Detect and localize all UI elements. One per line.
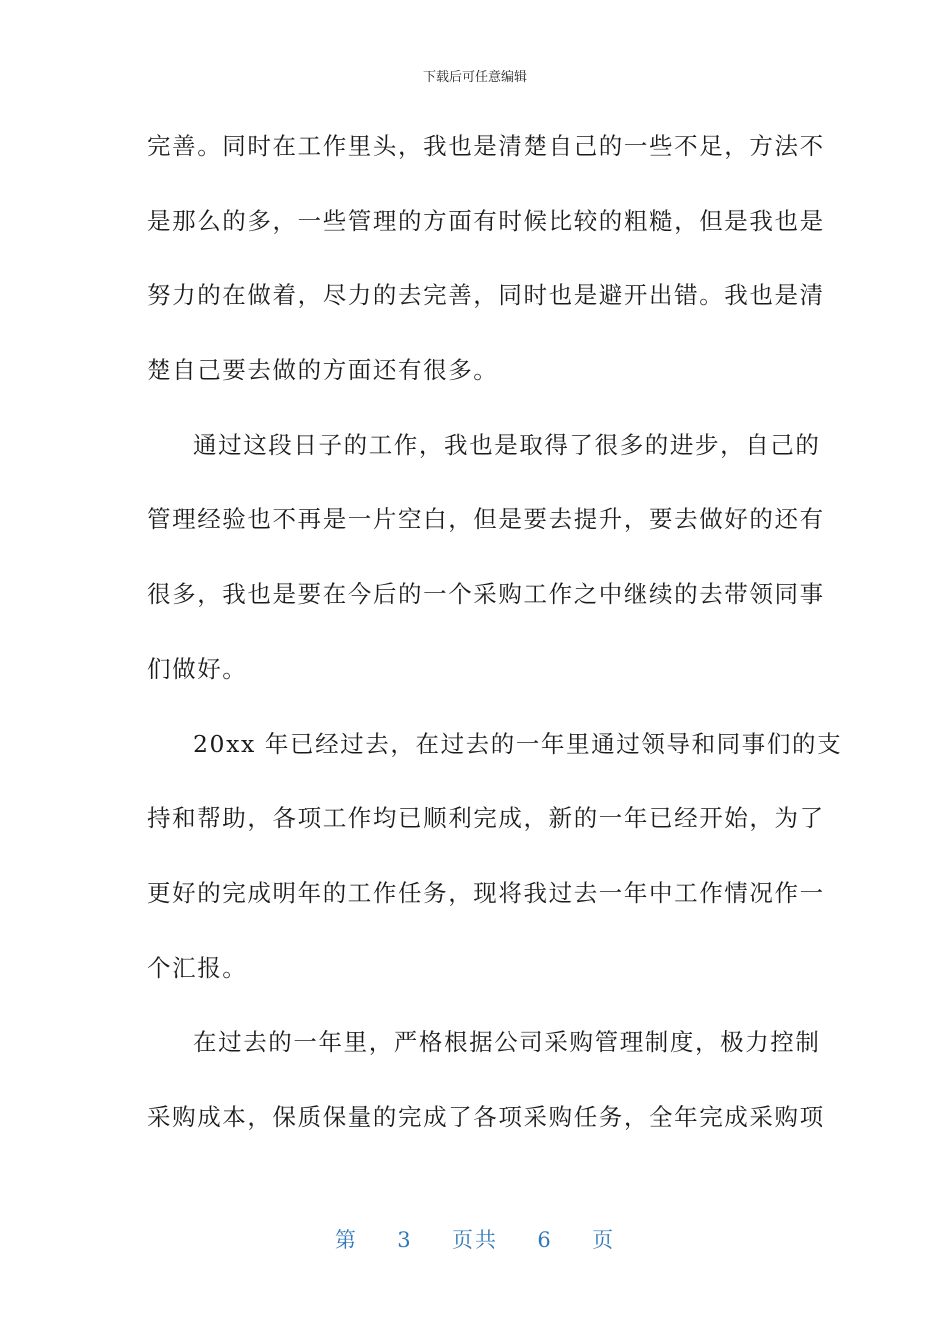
- page-number: 3: [397, 1228, 413, 1252]
- page-footer: [0, 1224, 950, 1254]
- page-middle: 页共: [452, 1228, 498, 1252]
- body-line: 持和帮助，各项工作均已顺利完成，新的一年已经开始，为了: [147, 804, 825, 833]
- page-header-note: 下载后可任意编辑: [422, 70, 527, 85]
- body-line: 们做好。: [147, 654, 248, 683]
- body-line: 在过去的一年里，严格根据公司采购管理制度，极力控制: [193, 1028, 821, 1057]
- body-line: 努力的在做着，尽力的去完善，同时也是避开出错。我也是清: [147, 281, 825, 310]
- body-line: 楚自己要去做的方面还有很多。: [147, 356, 499, 385]
- body-line: 采购成本，保质保量的完成了各项采购任务，全年完成采购项: [147, 1102, 825, 1131]
- body-line: 是那么的多，一些管理的方面有时候比较的粗糙，但是我也是: [147, 206, 825, 235]
- page-prefix: 第: [334, 1228, 358, 1252]
- body-line: 20xx 年已经过去，在过去的一年里通过领导和同事们的支: [193, 729, 843, 758]
- body-line: 个汇报。: [147, 953, 248, 982]
- body-line: 更好的完成明年的工作任务，现将我过去一年中工作情况作一: [147, 878, 825, 907]
- body-line: 通过这段日子的工作，我也是取得了很多的进步，自己的: [193, 430, 821, 459]
- body-line: 很多，我也是要在今后的一个采购工作之中继续的去带领同事: [147, 580, 825, 609]
- body-line: 完善。同时在工作里头，我也是清楚自己的一些不足，方法不: [147, 132, 825, 160]
- page-suffix: 页: [592, 1228, 616, 1252]
- body-line: 管理经验也不再是一片空白，但是要去提升，要去做好的还有: [147, 505, 825, 534]
- document-body: [147, 120, 843, 1166]
- total-pages: 6: [537, 1228, 553, 1252]
